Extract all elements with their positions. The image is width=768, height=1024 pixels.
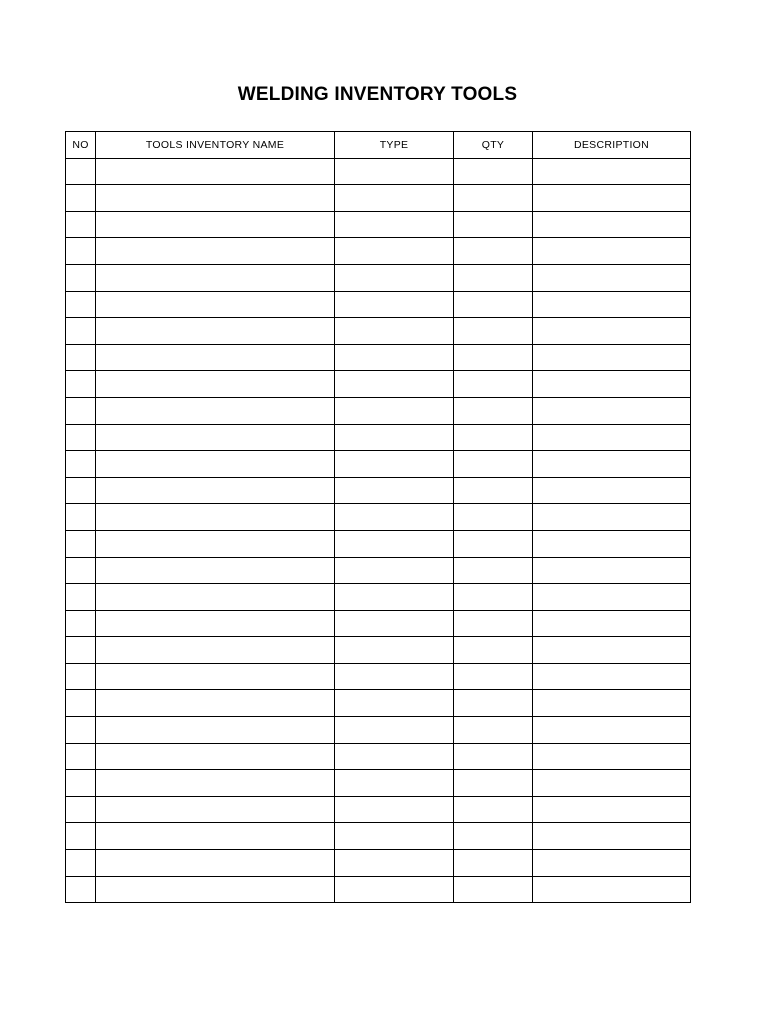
cell-no (66, 557, 96, 584)
cell-description (533, 344, 691, 371)
cell-tools-inventory-name (96, 291, 335, 318)
cell-no (66, 690, 96, 717)
table-row (66, 557, 691, 584)
cell-type (335, 344, 454, 371)
cell-type (335, 743, 454, 770)
cell-no (66, 584, 96, 611)
cell-qty (454, 397, 533, 424)
cell-type (335, 291, 454, 318)
cell-tools-inventory-name (96, 451, 335, 478)
cell-description (533, 264, 691, 291)
cell-no (66, 344, 96, 371)
table-row (66, 344, 691, 371)
cell-description (533, 371, 691, 398)
cell-type (335, 796, 454, 823)
cell-no (66, 823, 96, 850)
cell-no (66, 876, 96, 903)
cell-description (533, 743, 691, 770)
cell-type (335, 584, 454, 611)
cell-tools-inventory-name (96, 318, 335, 345)
table-row (66, 796, 691, 823)
table-row (66, 690, 691, 717)
cell-tools-inventory-name (96, 850, 335, 877)
cell-type (335, 557, 454, 584)
cell-qty (454, 584, 533, 611)
cell-description (533, 397, 691, 424)
cell-tools-inventory-name (96, 663, 335, 690)
table-row (66, 717, 691, 744)
cell-description (533, 291, 691, 318)
cell-type (335, 530, 454, 557)
table-row (66, 876, 691, 903)
cell-tools-inventory-name (96, 584, 335, 611)
cell-description (533, 850, 691, 877)
cell-qty (454, 770, 533, 797)
table-row (66, 850, 691, 877)
cell-no (66, 717, 96, 744)
cell-tools-inventory-name (96, 557, 335, 584)
cell-tools-inventory-name (96, 530, 335, 557)
cell-tools-inventory-name (96, 690, 335, 717)
table-row (66, 743, 691, 770)
cell-tools-inventory-name (96, 185, 335, 212)
cell-tools-inventory-name (96, 796, 335, 823)
cell-qty (454, 796, 533, 823)
table-row (66, 823, 691, 850)
cell-qty (454, 690, 533, 717)
cell-qty (454, 557, 533, 584)
cell-no (66, 158, 96, 185)
cell-type (335, 185, 454, 212)
column-header-qty: QTY (454, 132, 533, 159)
cell-type (335, 610, 454, 637)
cell-qty (454, 823, 533, 850)
column-header-no: NO (66, 132, 96, 159)
cell-type (335, 690, 454, 717)
cell-type (335, 264, 454, 291)
cell-type (335, 637, 454, 664)
table-row (66, 584, 691, 611)
cell-no (66, 424, 96, 451)
cell-no (66, 291, 96, 318)
cell-type (335, 477, 454, 504)
cell-type (335, 504, 454, 531)
table-row (66, 424, 691, 451)
cell-type (335, 850, 454, 877)
cell-no (66, 318, 96, 345)
cell-no (66, 477, 96, 504)
cell-description (533, 424, 691, 451)
cell-no (66, 663, 96, 690)
cell-tools-inventory-name (96, 424, 335, 451)
page-title: WELDING INVENTORY TOOLS (237, 84, 518, 105)
cell-description (533, 530, 691, 557)
cell-tools-inventory-name (96, 211, 335, 238)
cell-tools-inventory-name (96, 717, 335, 744)
cell-description (533, 477, 691, 504)
cell-type (335, 318, 454, 345)
cell-tools-inventory-name (96, 504, 335, 531)
cell-tools-inventory-name (96, 477, 335, 504)
cell-qty (454, 663, 533, 690)
cell-no (66, 530, 96, 557)
cell-description (533, 451, 691, 478)
cell-qty (454, 451, 533, 478)
cell-description (533, 663, 691, 690)
inventory-table (65, 131, 691, 903)
cell-qty (454, 610, 533, 637)
cell-qty (454, 717, 533, 744)
cell-type (335, 238, 454, 265)
column-header-type: TYPE (335, 132, 454, 159)
table-row (66, 610, 691, 637)
cell-tools-inventory-name (96, 158, 335, 185)
table-row (66, 451, 691, 478)
table-row (66, 637, 691, 664)
cell-description (533, 823, 691, 850)
table-row (66, 238, 691, 265)
cell-description (533, 584, 691, 611)
cell-description (533, 796, 691, 823)
cell-type (335, 451, 454, 478)
cell-description (533, 770, 691, 797)
cell-description (533, 238, 691, 265)
table-row (66, 158, 691, 185)
cell-type (335, 211, 454, 238)
cell-type (335, 663, 454, 690)
table-row (66, 371, 691, 398)
cell-description (533, 158, 691, 185)
table-header-row (66, 132, 691, 159)
cell-qty (454, 158, 533, 185)
cell-tools-inventory-name (96, 264, 335, 291)
cell-qty (454, 530, 533, 557)
cell-no (66, 397, 96, 424)
cell-tools-inventory-name (96, 610, 335, 637)
column-header-description: DESCRIPTION (533, 132, 691, 159)
table-row (66, 211, 691, 238)
cell-tools-inventory-name (96, 637, 335, 664)
cell-no (66, 504, 96, 531)
cell-qty (454, 477, 533, 504)
column-header-tools-inventory-name: TOOLS INVENTORY NAME (96, 132, 335, 159)
cell-tools-inventory-name (96, 876, 335, 903)
cell-no (66, 211, 96, 238)
cell-no (66, 238, 96, 265)
cell-tools-inventory-name (96, 344, 335, 371)
cell-qty (454, 743, 533, 770)
cell-no (66, 451, 96, 478)
cell-type (335, 371, 454, 398)
cell-type (335, 770, 454, 797)
cell-tools-inventory-name (96, 397, 335, 424)
cell-description (533, 876, 691, 903)
cell-description (533, 318, 691, 345)
cell-qty (454, 264, 533, 291)
cell-qty (454, 876, 533, 903)
cell-qty (454, 291, 533, 318)
cell-type (335, 823, 454, 850)
table-row (66, 504, 691, 531)
table-row (66, 318, 691, 345)
cell-no (66, 264, 96, 291)
cell-description (533, 690, 691, 717)
cell-qty (454, 185, 533, 212)
cell-type (335, 424, 454, 451)
cell-no (66, 850, 96, 877)
cell-qty (454, 371, 533, 398)
cell-no (66, 185, 96, 212)
cell-type (335, 876, 454, 903)
table-row (66, 291, 691, 318)
cell-no (66, 637, 96, 664)
cell-qty (454, 504, 533, 531)
cell-qty (454, 424, 533, 451)
cell-tools-inventory-name (96, 823, 335, 850)
cell-qty (454, 318, 533, 345)
cell-qty (454, 637, 533, 664)
table-body (66, 158, 691, 903)
cell-description (533, 504, 691, 531)
table-row (66, 663, 691, 690)
table-row (66, 477, 691, 504)
table-row (66, 185, 691, 212)
table-row (66, 264, 691, 291)
cell-description (533, 557, 691, 584)
table-row (66, 770, 691, 797)
cell-tools-inventory-name (96, 743, 335, 770)
cell-tools-inventory-name (96, 770, 335, 797)
cell-no (66, 610, 96, 637)
cell-type (335, 158, 454, 185)
cell-description (533, 211, 691, 238)
cell-qty (454, 850, 533, 877)
cell-no (66, 770, 96, 797)
cell-no (66, 796, 96, 823)
cell-type (335, 397, 454, 424)
cell-description (533, 185, 691, 212)
cell-qty (454, 211, 533, 238)
cell-description (533, 717, 691, 744)
cell-tools-inventory-name (96, 238, 335, 265)
cell-qty (454, 238, 533, 265)
cell-qty (454, 344, 533, 371)
cell-description (533, 610, 691, 637)
cell-no (66, 743, 96, 770)
cell-description (533, 637, 691, 664)
cell-tools-inventory-name (96, 371, 335, 398)
table-row (66, 397, 691, 424)
table-row (66, 530, 691, 557)
cell-type (335, 717, 454, 744)
cell-no (66, 371, 96, 398)
